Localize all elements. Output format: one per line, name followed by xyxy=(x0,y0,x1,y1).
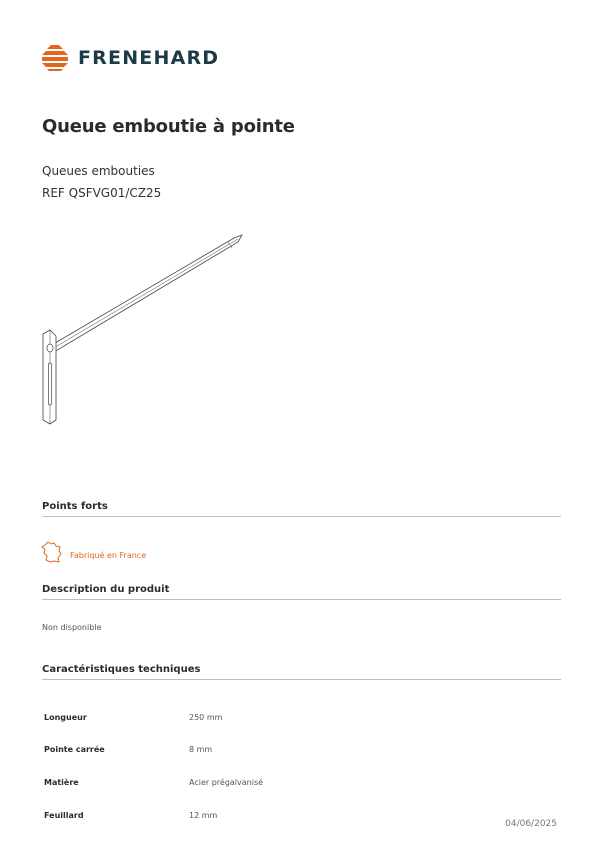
section-strengths-title: Points forts xyxy=(42,501,561,517)
france-map-icon xyxy=(40,540,64,564)
product-reference: REF QSFVG01/CZ25 xyxy=(42,186,162,200)
spec-value: Acier prégalvanisé xyxy=(189,778,264,787)
frenehard-logo-icon xyxy=(42,45,72,71)
section-specs-title: Caractéristiques techniques xyxy=(42,664,561,680)
spec-row-feuillard xyxy=(44,811,524,820)
strength-label: Fabriqué en France xyxy=(70,550,147,560)
spec-label: Longueur xyxy=(44,713,87,722)
description-text: Non disponible xyxy=(42,623,102,632)
brand-name: FRENEHARD xyxy=(78,47,220,69)
spec-label: Pointe carrée xyxy=(44,745,105,754)
strength-made-in-france xyxy=(40,540,146,564)
spec-value: 12 mm xyxy=(189,811,218,820)
spec-row-matiere xyxy=(44,778,524,787)
spec-label: Feuillard xyxy=(44,811,84,820)
product-category: Queues embouties xyxy=(42,164,155,178)
spec-value: 250 mm xyxy=(189,713,223,722)
spec-row-longueur xyxy=(44,713,524,722)
page-title: Queue emboutie à pointe xyxy=(42,116,295,137)
spec-value: 8 mm xyxy=(189,745,213,754)
spec-label: Matière xyxy=(44,778,79,787)
section-description-title: Description du produit xyxy=(42,584,561,600)
product-image xyxy=(38,228,248,428)
brand-logo xyxy=(42,44,219,72)
spec-row-pointe-carree xyxy=(44,745,524,754)
footer-date: 04/06/2025 xyxy=(505,819,557,829)
